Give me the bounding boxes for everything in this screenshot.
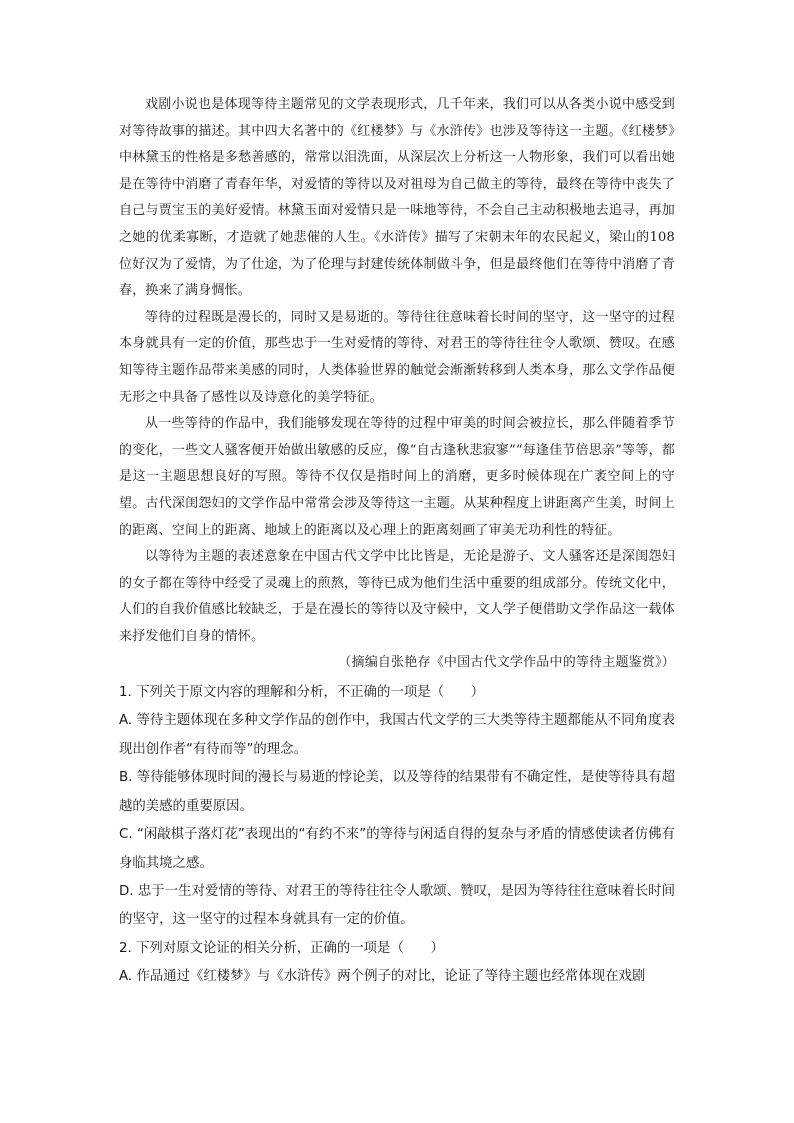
question-2-option-a: A. 作品通过《红楼梦》与《水浒传》两个例子的对比，论证了等待主题也经常体现在戏剧 <box>119 969 646 985</box>
question-1-option-a: A. 等待主题体现在多种文学作品的创作中，我国古代文学的三大类等待主题都能从不同角度表现出创作者“有待而等”的理念。 <box>119 713 675 757</box>
question-1-option-d: D. 忠于一生对爱情的等待、对君王的等待往往令人歌颂、赞叹，是因为等待往往意味着长时间的坚守，这一坚守的过程本身就具有一定的价值。 <box>119 883 675 928</box>
question-1-stem: 1. 下列关于原文内容的理解和分析，不正确的一项是（ ） <box>119 685 485 701</box>
passage-paragraph-4: 以等待为主题的表述意象在中国古代文学中比比皆是，无论是游子、文人骚客还是深闺怨妇的女子都在等待中经受了灵魂上的煎熬，等待已成为他们生活中重要的组成部分。传统文化中，人们的自我价值感比较缺乏，于是在漫长的等待以及守候中，文人学子便借助文学作品这一载体来抒发他们自身的情怀。 <box>119 549 675 644</box>
passage-source: （摘编自张艳存《中国古代文学作品中的等待主题鉴赏》） <box>338 655 675 671</box>
question-2-stem: 2. 下列对原文论证的相关分析，正确的一项是（ ） <box>119 940 445 956</box>
question-1-option-b: B. 等待能够体现时间的漫长与易逝的悖论美，以及等待的结果带有不确定性，是使等待具有超越的美感的重要原因。 <box>119 770 675 814</box>
passage-paragraph-1: 戏剧小说也是体现等待主题常见的文学表现形式，几千年来，我们可以从各类小说中感受到对等待故事的描述。其中四大名著中的《红楼梦》与《水浒传》也涉及等待这一主题。《红楼梦》中林黛玉的性格是多愁善感的，常常以泪洗面，从深层次上分析这一人物形象，我们可以看出她是在等待中消磨了青春年华，对爱情的等待以及对祖母为自己做主的等待，最终在等待中丧失了自己与贾宝玉的美好爱情。林黛玉面对爱情只是一味地等待，不会自己主动积极地去追寻，再加之她的优柔寡断，才造就了她悲催的人生。《水浒传》描写了宋朝末年的农民起义，梁山的108位好汉为了爱情，为了仕途，为了伦理与封建传统体制做斗争，但是最终他们在等待中消磨了青春，换来了满身惆怅。 <box>119 97 675 299</box>
question-1-option-c: C. “闲敲棋子落灯花”表现出的“有约不来”的等待与闲适自得的复杂与矛盾的情感使读者仿佛有身临其境之感。 <box>119 827 675 871</box>
passage-paragraph-3: 从一些等待的作品中，我们能够发现在等待的过程中审美的时间会被拉长，那么伴随着季节的变化，一些文人骚客便开始做出敏感的反应，像“自古逢秋悲寂寥”“每逢佳节倍思亲”等等，都是这一主题思想良好的写照。等待不仅仅是指时间上的消磨，更多时候体现在广袤空间上的守望。古代深闺怨妇的文学作品中常常会涉及等待这一主题。从某种程度上讲距离产生美，时间上的距离、空间上的距离、地域上的距离以及心理上的距离刻画了审美无功利性的特征。 <box>119 416 675 538</box>
question-section <box>119 679 675 991</box>
document-page <box>119 92 675 992</box>
reading-passage <box>119 92 675 677</box>
passage-paragraph-2: 等待的过程既是漫长的，同时又是易逝的。等待往往意味着长时间的坚守，这一坚守的过程本身就具有一定的价值，那些忠于一生对爱情的等待、对君王的等待往往令人歌颂、赞叹。在感知等待主题作品带来美感的同时，人类体验世界的触觉会渐渐转移到人类本身，那么文学作品便无形之中具备了感性以及诗意化的美学特征。 <box>119 309 675 405</box>
